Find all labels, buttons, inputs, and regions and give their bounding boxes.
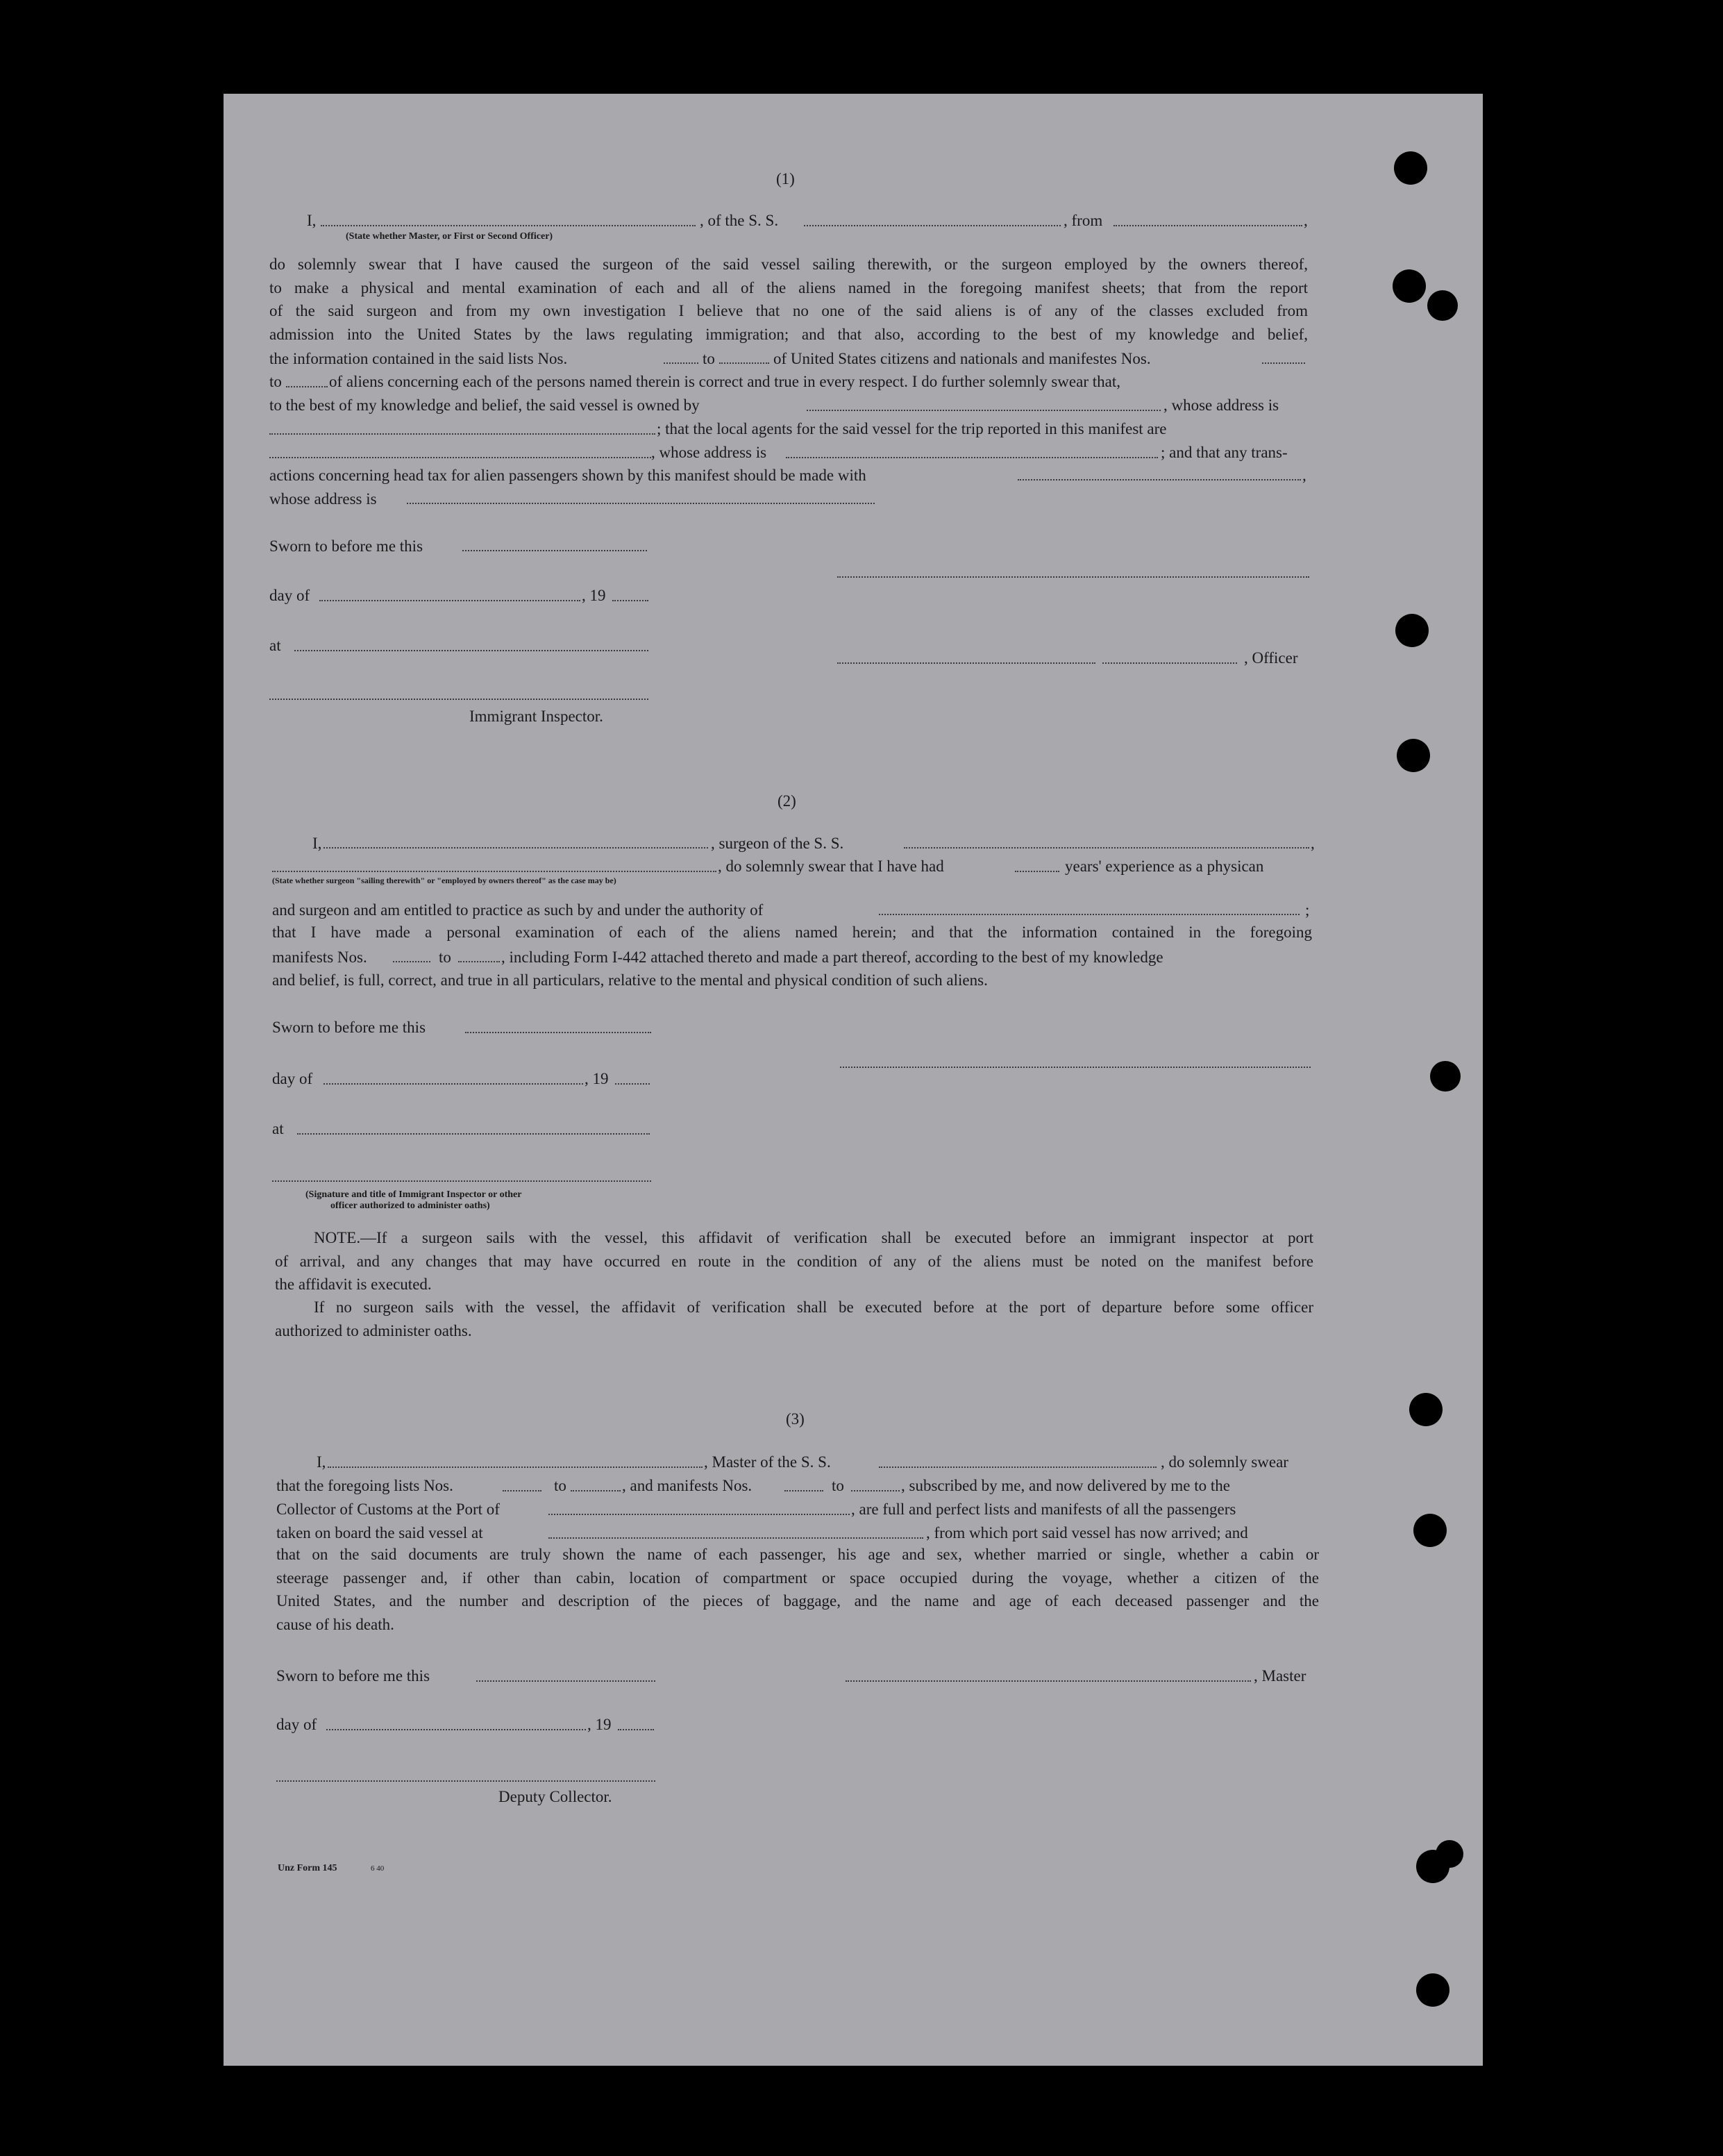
lists-nos-label: that the foregoing lists Nos. [276,1477,453,1494]
trans-label: ; and that any trans- [1161,444,1288,461]
i-label: I, [307,212,317,229]
lists-from-line [503,1490,541,1491]
year-line [618,1729,654,1730]
punch-hole [1427,290,1458,321]
paragraph-line: cause of his death. [276,1615,394,1633]
paragraph-line: NOTE.—If a surgeon sails with the vessel, this affidavit of verification shall be executed before an immigrant inspector at port [314,1229,1313,1246]
line-comma: , [1302,467,1306,484]
section-number: (2) [778,792,796,810]
form-label: , including Form I-442 attached thereto and made a part thereof, according to the best of my knowledge [501,949,1163,966]
authority-line [879,914,1300,915]
master-name-line [321,225,696,226]
port-line [548,1514,850,1515]
agents-address-line [786,457,1158,458]
agents-address-label: , whose address is [651,444,767,461]
manifests-from-line [393,961,430,962]
paragraph-line: of the said surgeon and from my own investigation I believe that no one of the said aliens is of any of the classes excluded from [269,302,1308,319]
state-note: (State whether surgeon "sailing therewith" or "employed by owners thereof" as the case may be) [272,876,616,885]
paragraph-line: to make a physical and mental examination of each and all of the aliens named in the foregoing manifest sheets; that from the report [269,278,1308,296]
agents-line [269,457,651,458]
local-agents-label: ; that the local agents for the said vessel for the trip reported in this manifest are [657,420,1167,437]
sworn-label: Sworn to before me this [272,1019,426,1036]
punch-hole [1436,1840,1463,1868]
full-lists-label: , are full and perfect lists and manifests of all the passengers [851,1501,1236,1518]
officer-signature-line [840,1067,1311,1068]
punch-hole [1409,1393,1443,1426]
of-the-ss-label: , of the S. S. [700,212,779,229]
manifests-to-line [458,961,500,962]
citizens-label: of United States citizens and nationals and manifestes Nos. [773,350,1151,367]
from-port-line [1113,225,1302,226]
at-label: at [272,1120,284,1137]
form-edition: 6 40 [371,1864,385,1873]
semicolon: ; [1305,901,1310,919]
year-label: , 19 [585,1070,609,1087]
sworn-day-line [462,550,647,551]
day-of-label: day of [276,1716,317,1733]
owner-address-line [269,433,655,435]
year-label: , 19 [582,587,606,604]
punch-hole [1395,614,1429,647]
line-comma: , [1311,835,1315,852]
paragraph-line: that I have made a personal examination of each of the aliens named herein; and that the information contained in the foregoing [272,924,1312,941]
from-label: , from [1064,212,1103,229]
at-place-line [297,1133,650,1135]
sworn-day-line [465,1032,651,1033]
i-label: I, [312,835,322,852]
sworn-day-line [476,1680,655,1682]
arrived-label: , from which port said vessel has now arrived; and [926,1524,1248,1541]
at-label: at [269,637,281,654]
vessel-name-line [904,847,1309,849]
line-comma: , [1304,212,1308,229]
punch-hole [1393,269,1426,303]
sworn-label: Sworn to before me this [276,1667,430,1685]
collector-signature-line [276,1780,655,1782]
master-label: , Master [1254,1667,1306,1685]
officer-signature-line [837,576,1309,578]
lists-from-line [664,362,698,364]
do-swear-label: , do solemnly swear that I have had [718,858,944,875]
subscribed-label: , subscribed by me, and now delivered by me to the [901,1477,1230,1494]
inspector-label: Immigrant Inspector. [469,708,603,725]
state-note: (State whether Master, or First or Second Officer) [346,231,553,242]
paragraph-line: United States, and the number and description of the pieces of baggage, and the name and age of each deceased passenger and the [276,1592,1319,1610]
section3-paragraph [276,1543,1319,1636]
sworn-label: Sworn to before me this [269,537,423,555]
signature-note: officer authorized to administer oaths) [330,1201,490,1211]
paragraph-line: that on the said documents are truly shown the name of each passenger, his age and sex, whether married or single, whether a cabin or [276,1546,1319,1563]
taken-on-label: taken on board the said vessel at [276,1524,483,1541]
paragraph-line: the affidavit is executed. [275,1276,432,1293]
aliens-label: of aliens concerning each of the persons named therein is correct and true in every respect. I do further solemnly swear that, [329,373,1120,390]
whose-address-label: whose address is [269,490,377,508]
lists-nos-label: the information contained in the said lists Nos. [269,350,568,367]
years-label: years' experience as a physican [1065,858,1264,875]
day-of-label: day of [269,587,310,604]
paragraph-line: steerage passenger and, if other than cabin, location of compartment or space occupied during the voyage, whether a citizen of the [276,1569,1319,1587]
manifests-from-line [1262,362,1305,364]
officer-label: , Officer [1244,649,1298,667]
paragraph-line: do solemnly swear that I have caused the surgeon of the said vessel sailing therewith, or the surgeon employed by the owners thereof, [269,256,1308,273]
vessel-name-line [879,1466,1157,1468]
section2-paragraph [272,921,1312,944]
to-label: to [554,1477,566,1494]
paragraph-line: If no surgeon sails with the vessel, the affidavit of verification shall be executed before at the port of departure before some officer [314,1298,1313,1316]
manifests-nos-label: manifests Nos. [272,949,367,966]
year-line [615,1083,650,1085]
officer-title-line-2 [1102,662,1237,664]
section1-paragraph [269,253,1308,346]
signature-note: (Signature and title of Immigrant Inspector or other [305,1189,522,1200]
note2-paragraph [275,1296,1313,1342]
head-tax-line [1018,479,1301,480]
master-of-label: , Master of the S. S. [704,1453,831,1471]
to-label: to [269,373,282,390]
lists-to-line [571,1490,621,1491]
surgeon-status-line [272,871,716,872]
to-label: to [832,1477,844,1494]
note-paragraph [275,1226,1313,1296]
lists-to-line [719,362,769,364]
vessel-name-line [804,225,1061,226]
punch-hole [1416,1973,1449,2007]
section-number: (3) [786,1410,805,1428]
paragraph-line: of arrival, and any changes that may have occurred en route in the condition of any of the aliens must be noted on the manifest before [275,1252,1313,1270]
port-label: Collector of Customs at the Port of [276,1501,500,1518]
master-signature-line [846,1680,1251,1682]
manifests-nos-label: , and manifests Nos. [622,1477,753,1494]
day-of-label: day of [272,1070,313,1087]
head-tax-address-line [407,503,875,504]
i-label: I, [317,1453,326,1471]
year-line [612,600,648,601]
inspector-signature-line [272,1180,651,1182]
years-line [1015,871,1059,872]
manifests-to-line [851,1490,900,1491]
form-id: Unz Form 145 [278,1863,337,1873]
departure-port-line [548,1537,923,1539]
do-swear-label: , do solemnly swear [1161,1453,1288,1471]
authority-label: and surgeon and am entitled to practice as such by and under the authority of [272,901,764,919]
to-label: to [703,350,715,367]
year-label: , 19 [587,1716,612,1733]
inspector-signature-line [269,699,648,700]
surgeon-name-line [323,847,708,849]
punch-hole [1394,151,1427,185]
owner-line [807,410,1161,411]
punch-hole [1430,1061,1461,1092]
punch-hole [1413,1514,1447,1547]
officer-title-line-1 [837,662,1095,664]
punch-hole [1397,739,1430,772]
section-number: (1) [776,170,795,187]
day-of-line [326,1729,586,1730]
head-tax-label: actions concerning head tax for alien passengers shown by this manifest should be made with [269,467,866,484]
manifests-to-line [286,386,328,387]
owned-by-label: to the best of my knowledge and belief, the said vessel is owned by [269,396,700,414]
deputy-label: Deputy Collector. [498,1788,612,1805]
surgeon-of-label: , surgeon of the S. S. [711,835,844,852]
at-place-line [294,650,648,651]
to-label: to [439,949,451,966]
master-name-line [328,1466,703,1468]
owner-address-label: , whose address is [1163,396,1279,414]
paragraph-line: authorized to administer oaths. [275,1321,472,1339]
day-of-line [323,1083,583,1085]
belief-label: and belief, is full, correct, and true in all particulars, relative to the mental and physical condition of such aliens. [272,971,988,989]
day-of-line [319,600,580,601]
manifests-from-line [784,1490,823,1491]
paragraph-line: admission into the United States by the laws regulating immigration; and that also, according to the best of my knowledge and belief, [269,325,1308,343]
